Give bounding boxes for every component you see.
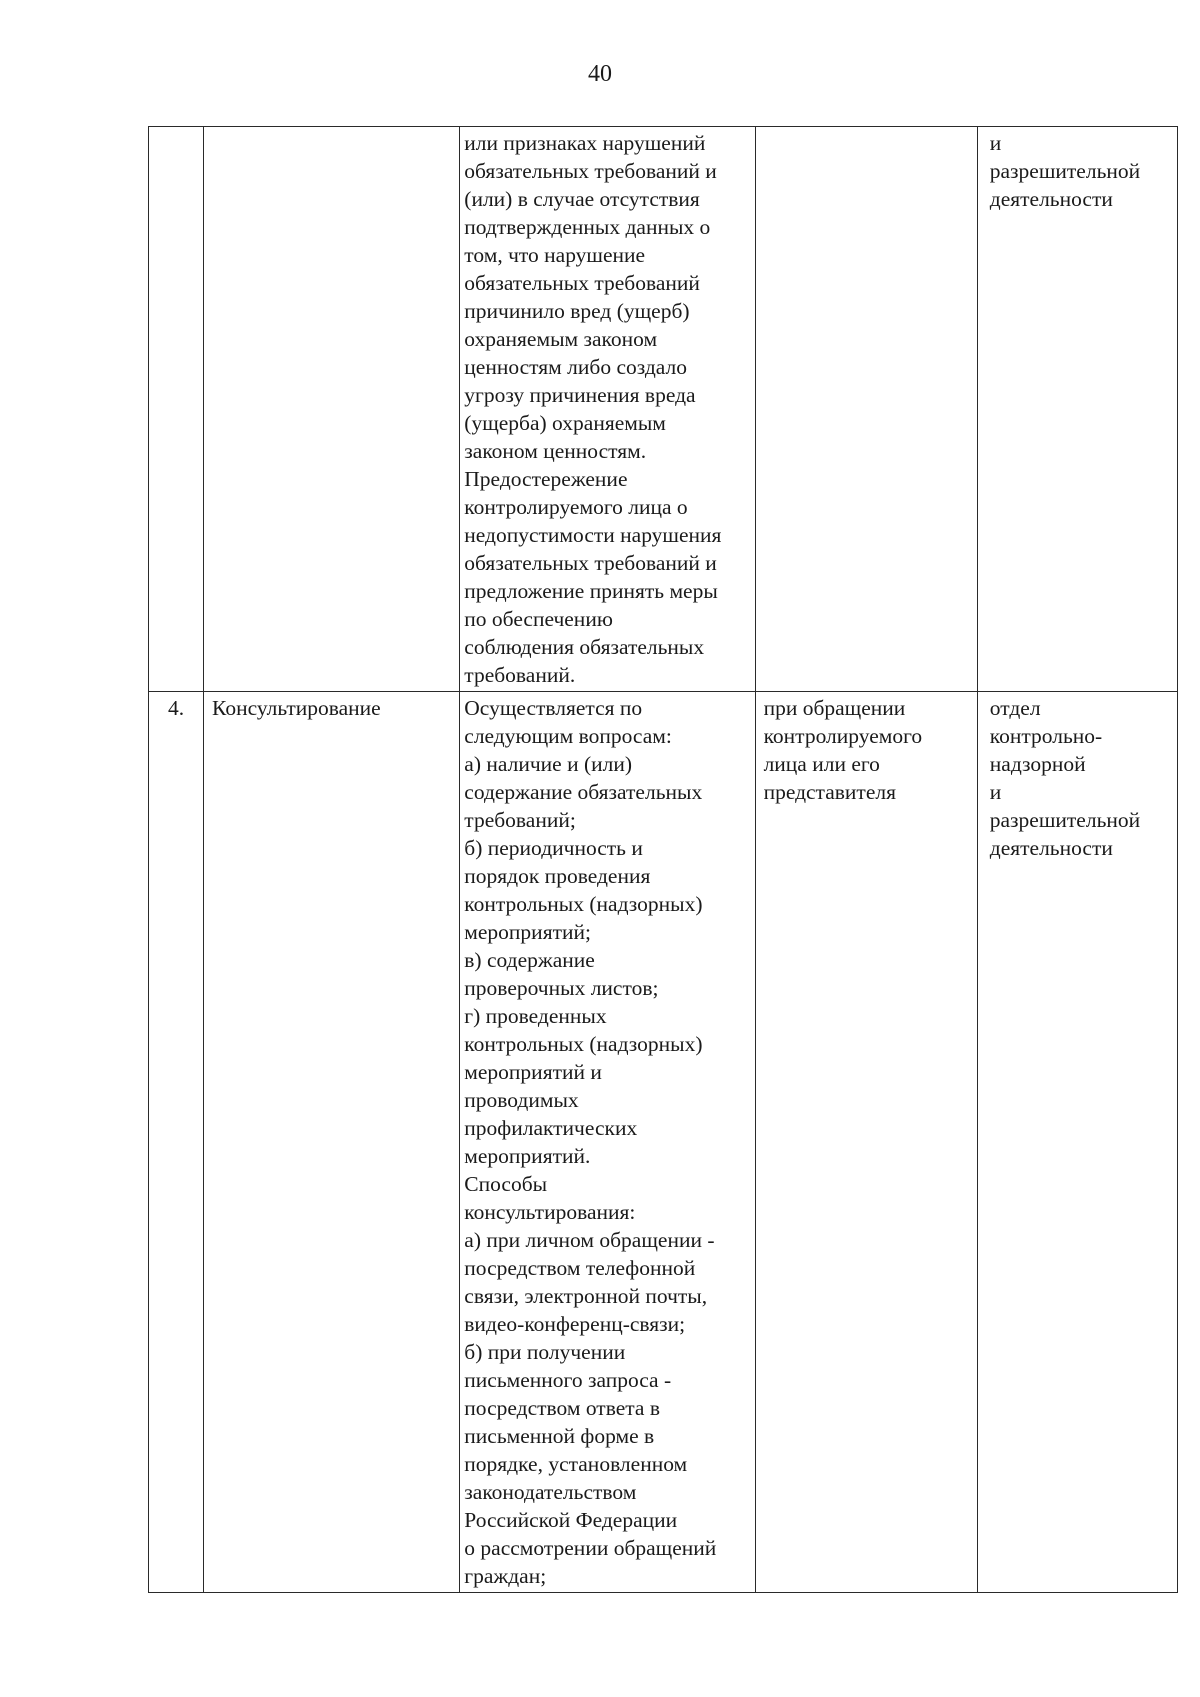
text-line: содержание обязательных <box>464 780 703 804</box>
text-line: законом ценностям. <box>464 439 647 463</box>
row-number-cell <box>149 127 204 692</box>
text-line: письменного запроса - <box>464 1368 672 1392</box>
text-line: посредством телефонной <box>464 1256 696 1280</box>
text-line: и <box>989 780 1002 804</box>
text-line: посредством ответа в <box>464 1396 660 1420</box>
text-line: контролируемого лица о <box>464 495 688 519</box>
text-line: видео-конференц-связи; <box>464 1312 686 1336</box>
text-line: разрешительной <box>989 808 1141 832</box>
text-line: причинило вред (ущерб) <box>464 299 690 323</box>
text-line: Способы <box>464 1172 548 1196</box>
text-line: б) периодичность и <box>464 836 643 860</box>
row-number-cell <box>149 692 204 1593</box>
text-line: подтвержденных данных о <box>464 215 711 239</box>
text-line: или признаках нарушений <box>464 131 706 155</box>
responsible-unit <box>978 127 1177 215</box>
measure-terms <box>756 127 977 131</box>
measure-name: Консультирование <box>212 696 381 720</box>
page-number: 40 <box>588 61 612 87</box>
text-line: охраняемым законом <box>464 327 658 351</box>
text-line: мероприятий; <box>464 920 591 944</box>
text-line: при обращении <box>763 696 906 720</box>
text-line: Осуществляется по <box>464 696 643 720</box>
text-line: (или) в случае отсутствия <box>464 187 700 211</box>
measure-content-cell <box>460 692 755 1593</box>
text-line: представителя <box>763 780 896 804</box>
text-line: связи, электронной почты, <box>464 1284 708 1308</box>
measures-table <box>148 126 1178 1593</box>
text-line: недопустимости нарушения <box>464 523 722 547</box>
text-line: деятельности <box>989 187 1113 211</box>
text-line: соблюдения обязательных <box>464 635 705 659</box>
text-line: о рассмотрении обращений <box>464 1536 717 1560</box>
measure-content-cell <box>460 127 755 692</box>
row-number <box>149 127 203 131</box>
measure-name-cell <box>204 692 460 1593</box>
text-line: письменной форме в <box>464 1424 655 1448</box>
text-line: порядке, установленном <box>464 1452 688 1476</box>
responsible-cell <box>977 127 1177 692</box>
measure-name <box>204 127 459 131</box>
text-line: деятельности <box>989 836 1113 860</box>
text-line: угрозу причинения вреда <box>464 383 696 407</box>
text-line: Российской Федерации <box>464 1508 678 1532</box>
text-line: контрольно- <box>989 724 1103 748</box>
text-line: требований; <box>464 808 576 832</box>
text-line: порядок проведения <box>464 864 651 888</box>
table-row <box>149 127 1178 692</box>
text-line: контрольных (надзорных) <box>464 1032 703 1056</box>
text-line: лица или его <box>763 752 880 776</box>
text-line: обязательных требований и <box>464 551 717 575</box>
text-line: профилактических <box>464 1116 638 1140</box>
responsible-cell <box>977 692 1177 1593</box>
text-line: а) при личном обращении - <box>464 1228 715 1252</box>
text-line: предложение принять меры <box>464 579 718 603</box>
text-line: (ущерба) охраняемым <box>464 411 666 435</box>
text-line: в) содержание <box>464 948 595 972</box>
measure-name-cell <box>204 127 460 692</box>
measure-terms-cell <box>755 127 977 692</box>
text-line: обязательных требований и <box>464 159 717 183</box>
text-line: надзорной <box>989 752 1086 776</box>
text-line: проверочных листов; <box>464 976 659 1000</box>
text-line: контрольных (надзорных) <box>464 892 703 916</box>
text-line: по обеспечению <box>464 607 613 631</box>
text-line: проводимых <box>464 1088 579 1112</box>
text-line: мероприятий. <box>464 1144 591 1168</box>
text-line: контролируемого <box>763 724 923 748</box>
text-line: законодательством <box>464 1480 637 1504</box>
text-line: разрешительной <box>989 159 1141 183</box>
text-line: обязательных требований <box>464 271 700 295</box>
text-line: г) проведенных <box>464 1004 607 1028</box>
measure-content <box>460 692 754 1592</box>
text-line: а) наличие и (или) <box>464 752 633 776</box>
row-number: 4. <box>167 696 185 720</box>
text-line: граждан; <box>464 1564 547 1588</box>
measure-content <box>460 127 754 691</box>
text-line: Предостережение <box>464 467 628 491</box>
text-line: и <box>989 131 1002 155</box>
text-line: мероприятий и <box>464 1060 602 1084</box>
text-line: ценностям либо создало <box>464 355 687 379</box>
measure-terms-cell <box>755 692 977 1593</box>
text-line: отдел <box>989 696 1041 720</box>
text-line: требований. <box>464 663 576 687</box>
text-line: том, что нарушение <box>464 243 646 267</box>
text-line: б) при получении <box>464 1340 626 1364</box>
measure-terms <box>756 692 977 808</box>
text-line: консультирования: <box>464 1200 636 1224</box>
text-line: следующим вопросам: <box>464 724 672 748</box>
table-row <box>149 692 1178 1593</box>
responsible-unit <box>978 692 1177 864</box>
